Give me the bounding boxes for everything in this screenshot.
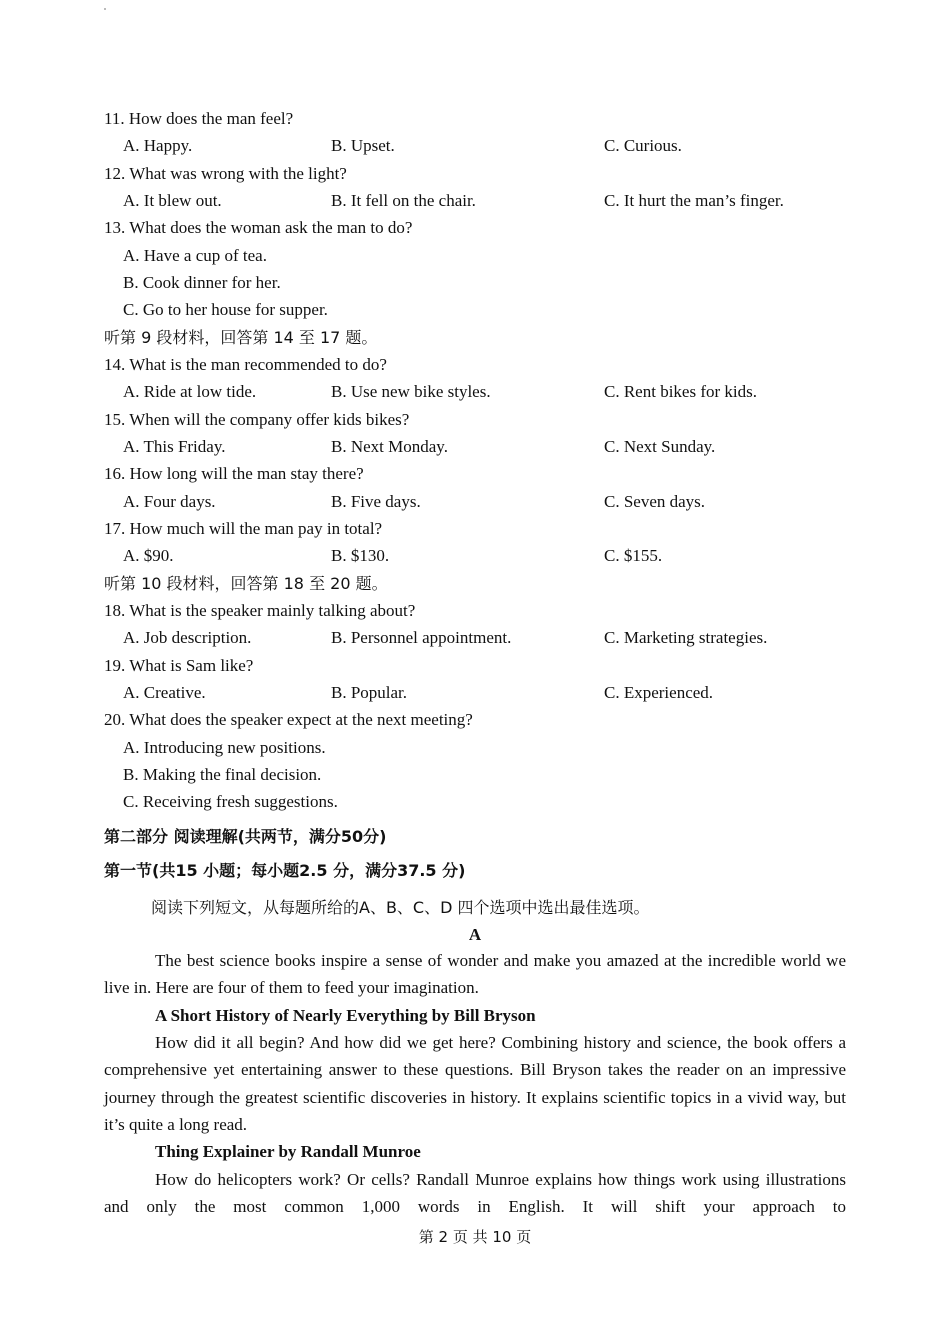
question-15: 15. When will the company offer kids bikes? (104, 410, 410, 429)
q12-option-a: A. It blew out. (123, 191, 222, 210)
section-one-heading: 第一节(共15 小题；每小题2.5 分，满分37.5 分) (104, 861, 466, 880)
q19-option-b: B. Popular. (331, 683, 408, 702)
q14-option-c: C. Rent bikes for kids. (604, 382, 757, 401)
q11-option-b: B. Upset. (331, 136, 395, 155)
part-two-heading: 第二部分 阅读理解(共两节，满分50分) (104, 827, 387, 846)
q19-option-a: A. Creative. (123, 683, 206, 702)
q17-option-b: B. $130. (331, 546, 390, 565)
q17-option-a: A. $90. (123, 546, 174, 565)
q14-option-b: B. Use new bike styles. (331, 382, 491, 401)
scan-mark (104, 8, 106, 10)
question-13: 13. What does the woman ask the man to do? (104, 218, 413, 237)
q16-option-c: C. Seven days. (604, 492, 706, 511)
question-11: 11. How does the man feel? (104, 109, 294, 128)
q18-option-a: A. Job description. (123, 628, 252, 647)
q11-option-a: A. Happy. (123, 136, 193, 155)
q15-option-c: C. Next Sunday. (604, 437, 716, 456)
q20-option-c: C. Receiving fresh suggestions. (123, 792, 338, 811)
book-2-description: How do helicopters work? Or cells? Randall Munroe explains how things work using illustrations and only the most common 1,000 words in English. It will shift your approach to (104, 1170, 846, 1217)
q20-option-a: A. Introducing new positions. (123, 738, 326, 757)
question-14: 14. What is the man recommended to do? (104, 355, 387, 374)
q17-option-c: C. $155. (604, 546, 663, 565)
question-17: 17. How much will the man pay in total? (104, 519, 383, 538)
section-9-instruction: 听第 9 段材料，回答第 14 至 17 题。 (104, 328, 378, 347)
q19-option-c: C. Experienced. (604, 683, 714, 702)
q15-option-a: A. This Friday. (123, 437, 226, 456)
q12-option-c: C. It hurt the man’s finger. (604, 191, 784, 210)
book-1-description: How did it all begin? And how did we get here? Combining history and science, the book offers a comprehensive yet entertaining answer to these questions. Bill Bryson takes the reader on an impressive journey through the greatest scientific discoveries in history. It explains scientific topics in a vivid way, but it’s quite a long read. (104, 1033, 846, 1134)
question-18: 18. What is the speaker mainly talking about? (104, 601, 416, 620)
question-20: 20. What does the speaker expect at the next meeting? (104, 710, 473, 729)
q18-option-c: C. Marketing strategies. (604, 628, 768, 647)
book-2-title: Thing Explainer by Randall Munroe (155, 1142, 421, 1161)
q12-option-b: B. It fell on the chair. (331, 191, 476, 210)
section-10-instruction: 听第 10 段材料，回答第 18 至 20 题。 (104, 574, 388, 593)
q20-option-b: B. Making the final decision. (123, 765, 322, 784)
q13-option-b: B. Cook dinner for her. (123, 273, 281, 292)
q14-option-a: A. Ride at low tide. (123, 382, 257, 401)
question-12: 12. What was wrong with the light? (104, 164, 347, 183)
q16-option-a: A. Four days. (123, 492, 216, 511)
book-1-title: A Short History of Nearly Everything by Bill Bryson (155, 1006, 536, 1025)
reading-instruction: 阅读下列短文，从每题所给的A、B、C、D 四个选项中选出最佳选项。 (151, 898, 650, 917)
q13-option-a: A. Have a cup of tea. (123, 246, 267, 265)
q15-option-b: B. Next Monday. (331, 437, 448, 456)
page-number-footer: 第 2 页 共 10 页 (418, 1228, 532, 1246)
q13-option-c: C. Go to her house for supper. (123, 300, 328, 319)
passage-intro: The best science books inspire a sense of wonder and make you amazed at the incredible world we live in. Here are four of them to feed your imagination. (104, 951, 846, 998)
q16-option-b: B. Five days. (331, 492, 421, 511)
q18-option-b: B. Personnel appointment. (331, 628, 512, 647)
question-19: 19. What is Sam like? (104, 656, 254, 675)
q11-option-c: C. Curious. (604, 136, 682, 155)
passage-label: A (468, 925, 482, 944)
question-16: 16. How long will the man stay there? (104, 464, 364, 483)
